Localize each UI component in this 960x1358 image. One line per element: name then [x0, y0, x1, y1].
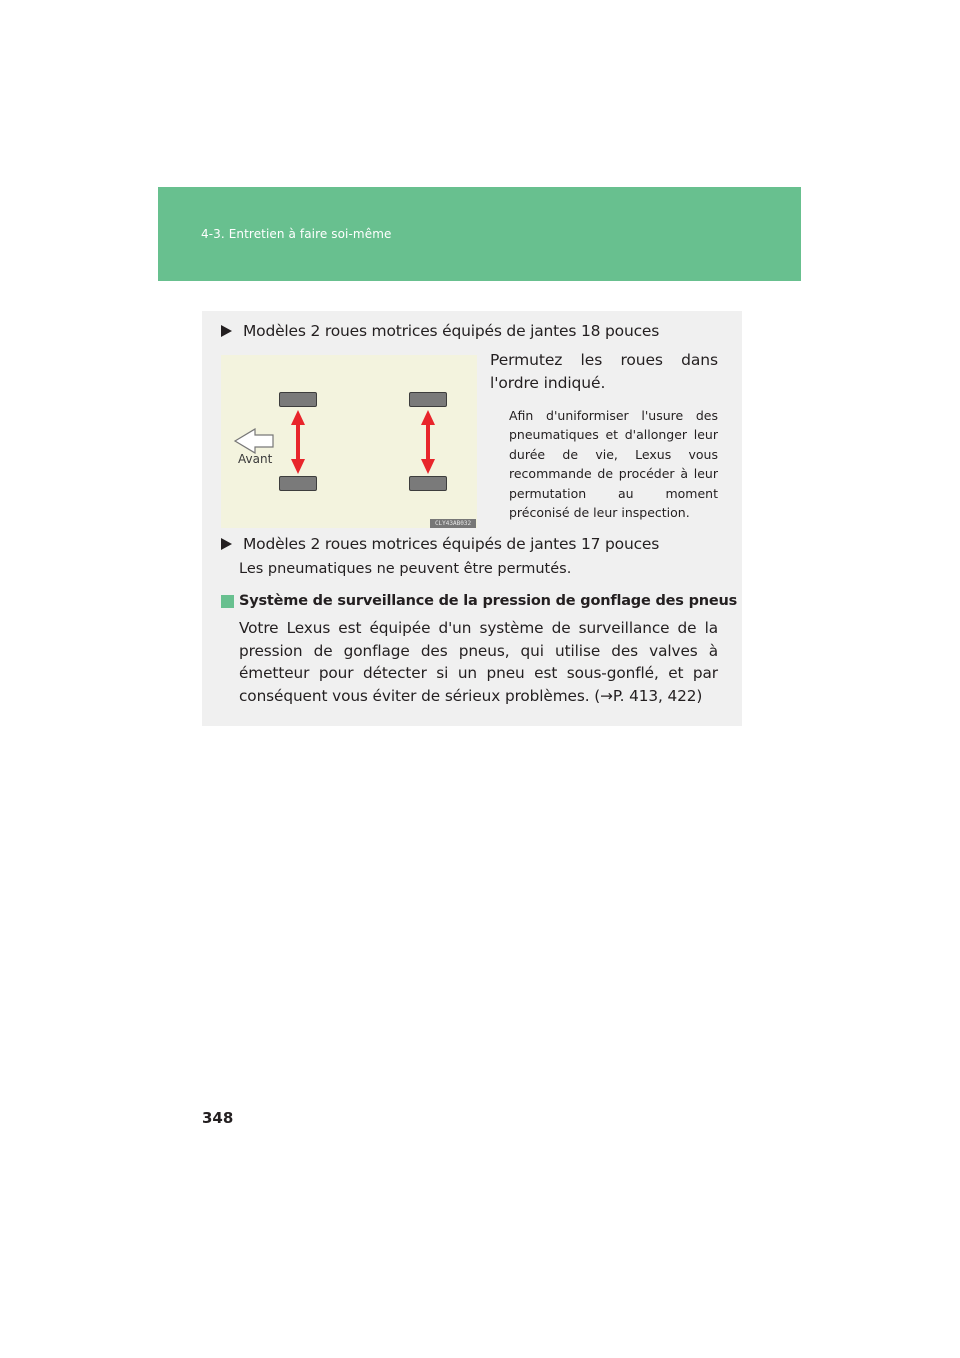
page-number: 348 — [202, 1109, 234, 1127]
front-arrow-icon — [235, 429, 273, 453]
rotation-note: Afin d'uniformiser l'usure des pneumatiques et d'allonger leur durée de vie, Lexus vous recommande de procéder à leur permutation au moment préconisé de leur inspection. — [509, 408, 718, 521]
right-rotation-arrow-icon — [421, 410, 435, 474]
tire-rotation-diagram — [221, 355, 477, 528]
figure-code: CLY43AB032 — [430, 519, 476, 528]
triangle-bullet-icon — [221, 325, 232, 337]
tpms-heading-text: Système de surveillance de la pression de gonflage des pneus — [239, 593, 738, 609]
tire-front-right — [409, 392, 447, 407]
bullet-17-inch-text: Modèles 2 roues motrices équipés de jantes 17 pouces — [243, 535, 660, 553]
tire-front-left — [279, 392, 317, 407]
section-header-bar — [158, 187, 801, 281]
tpms-body: Votre Lexus est équipée d'un système de surveillance de la pression de gonflage des pneus, qui utilise des valves à émetteur pour détecter si un pneu est sous-gonflé, et par conséquent vous éviter de sérieux problèmes. (→P. 413, 422) — [239, 619, 718, 705]
green-square-bullet-icon — [221, 595, 234, 608]
front-label: Avant — [238, 452, 273, 466]
section-title: 4-3. Entretien à faire soi-même — [201, 227, 392, 241]
bullet-18-inch-text: Modèles 2 roues motrices équipés de jantes 18 pouces — [243, 322, 660, 340]
tire-rear-left — [279, 476, 317, 491]
rotation-arrows — [221, 355, 477, 528]
tpms-heading — [221, 593, 737, 609]
bullet-18-inch — [221, 322, 659, 340]
triangle-bullet-icon — [221, 538, 232, 550]
left-rotation-arrow-icon — [291, 410, 305, 474]
rotation-instruction: Permutez les roues dans l'ordre indiqué. — [490, 351, 718, 392]
tire-rear-right — [409, 476, 447, 491]
bullet-17-inch — [221, 535, 659, 553]
bullet-17-inch-subtext: Les pneumatiques ne peuvent être permutés. — [239, 561, 572, 577]
